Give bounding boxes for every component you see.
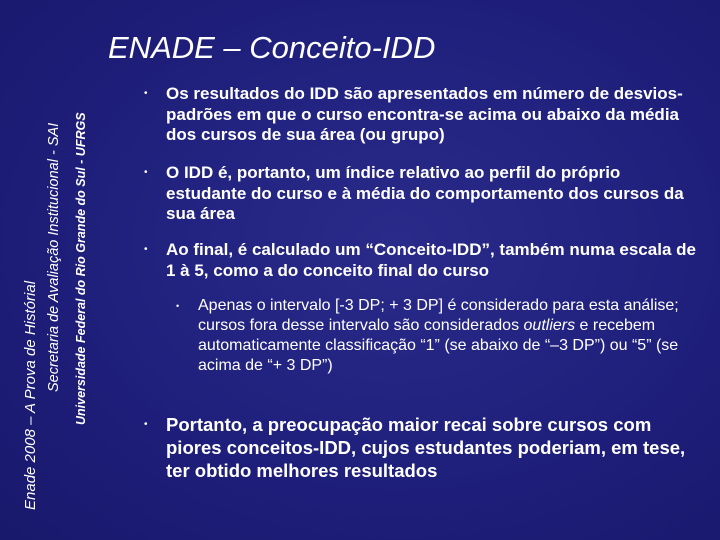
bullet-icon: • xyxy=(144,419,148,430)
bullet-text: O IDD é, portanto, um índice relativo ao perfil do próprio estudante do curso e à média do comportamento dos cursos da sua área xyxy=(166,163,684,223)
bullet-point-1 xyxy=(144,84,696,146)
slide-title: ENADE – Conceito-IDD xyxy=(108,30,436,65)
sidebar-department-label: Secretaria de Avaliação Institucional - SAI xyxy=(46,122,62,392)
bullet-icon: • xyxy=(144,167,148,178)
bullet-point-3 xyxy=(144,240,696,281)
bullet-text: Os resultados do IDD são apresentados em número de desvios-padrões em que o curso encontra-se acima ou abaixo da média dos cursos de sua área (ou grupo) xyxy=(166,84,683,144)
bullet-point-2 xyxy=(144,163,696,225)
sub-bullet-text-italic: outliers xyxy=(523,317,576,334)
bullet-point-final xyxy=(144,413,696,482)
bullet-text: Ao final, é calculado um “Conceito-IDD”, também numa escala de 1 à 5, como a do conceito final do curso xyxy=(166,240,696,280)
sidebar-event-label: Enade 2008 – A Prova de Histórial xyxy=(22,280,39,510)
bullet-icon: • xyxy=(144,244,148,255)
bullet-icon: • xyxy=(144,88,148,99)
bullet-text: Portanto, a preocupação maior recai sobre cursos com piores conceitos-IDD, cujos estudantes poderiam, em tese, ter obtido melhores resultados xyxy=(166,414,686,481)
sub-bullet-text-end: e recebem automaticamente classificação “1” (se abaixo de “–3 DP”) ou “5” (se acima de “+ 3 DP”) xyxy=(198,317,679,374)
sidebar-university-label: Universidade Federal do Rio Grande do Sul - UFRGS xyxy=(74,112,88,425)
sub-bullet-text-start: Apenas o intervalo [-3 DP; + 3 DP] é considerado para esta análise; cursos fora desse intervalo são considerados xyxy=(198,297,679,334)
bullet-icon: • xyxy=(176,301,180,311)
sub-bullet-point xyxy=(176,296,698,376)
